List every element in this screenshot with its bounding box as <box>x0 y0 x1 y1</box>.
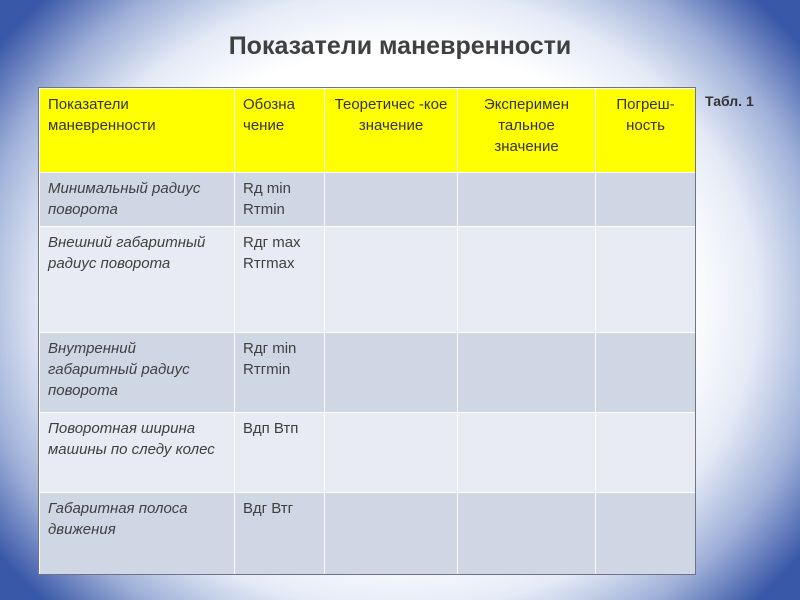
row-theoretical-cell <box>325 173 458 227</box>
row-experimental-cell <box>458 333 596 413</box>
row-symbol-cell: Rд min Rтmin <box>235 173 325 227</box>
row-error-cell <box>596 333 696 413</box>
table-label: Табл. 1 <box>705 93 754 109</box>
row-symbol-cell: Вдп Втп <box>235 413 325 493</box>
row-experimental-cell <box>458 227 596 333</box>
table-row <box>40 173 696 227</box>
row-error-cell <box>596 413 696 493</box>
row-experimental-cell <box>458 413 596 493</box>
table-row <box>40 333 696 413</box>
row-name-cell: Внутренний габаритный радиус поворота <box>40 333 235 413</box>
table-row <box>40 227 696 333</box>
table-row <box>40 493 696 575</box>
row-theoretical-cell <box>325 413 458 493</box>
table-header-row <box>40 89 696 173</box>
row-theoretical-cell <box>325 227 458 333</box>
row-name-cell: Габаритная полоса движения <box>40 493 235 575</box>
row-symbol-cell: Rдг max Rтгmax <box>235 227 325 333</box>
row-error-cell <box>596 173 696 227</box>
row-experimental-cell <box>458 173 596 227</box>
page-title: Показатели маневренности <box>228 32 572 60</box>
header-cell-indicator: Показатели маневренности <box>40 89 235 173</box>
row-theoretical-cell <box>325 333 458 413</box>
header-cell-theoretical: Теоретичес -кое значение <box>325 89 458 173</box>
row-name-cell: Внешний габаритный радиус поворота <box>40 227 235 333</box>
table-row <box>40 413 696 493</box>
row-name-cell: Поворотная ширина машины по следу колес <box>40 413 235 493</box>
maneuverability-table <box>39 88 696 575</box>
header-cell-experimental: Эксперимен тальное значение <box>458 89 596 173</box>
header-cell-symbol: Обозна чение <box>235 89 325 173</box>
row-symbol-cell: Rдг min Rтгmin <box>235 333 325 413</box>
row-name-cell: Минимальный радиус поворота <box>40 173 235 227</box>
row-symbol-cell: Вдг Втг <box>235 493 325 575</box>
row-experimental-cell <box>458 493 596 575</box>
header-cell-error: Погреш- ность <box>596 89 696 173</box>
row-theoretical-cell <box>325 493 458 575</box>
row-error-cell <box>596 493 696 575</box>
row-error-cell <box>596 227 696 333</box>
